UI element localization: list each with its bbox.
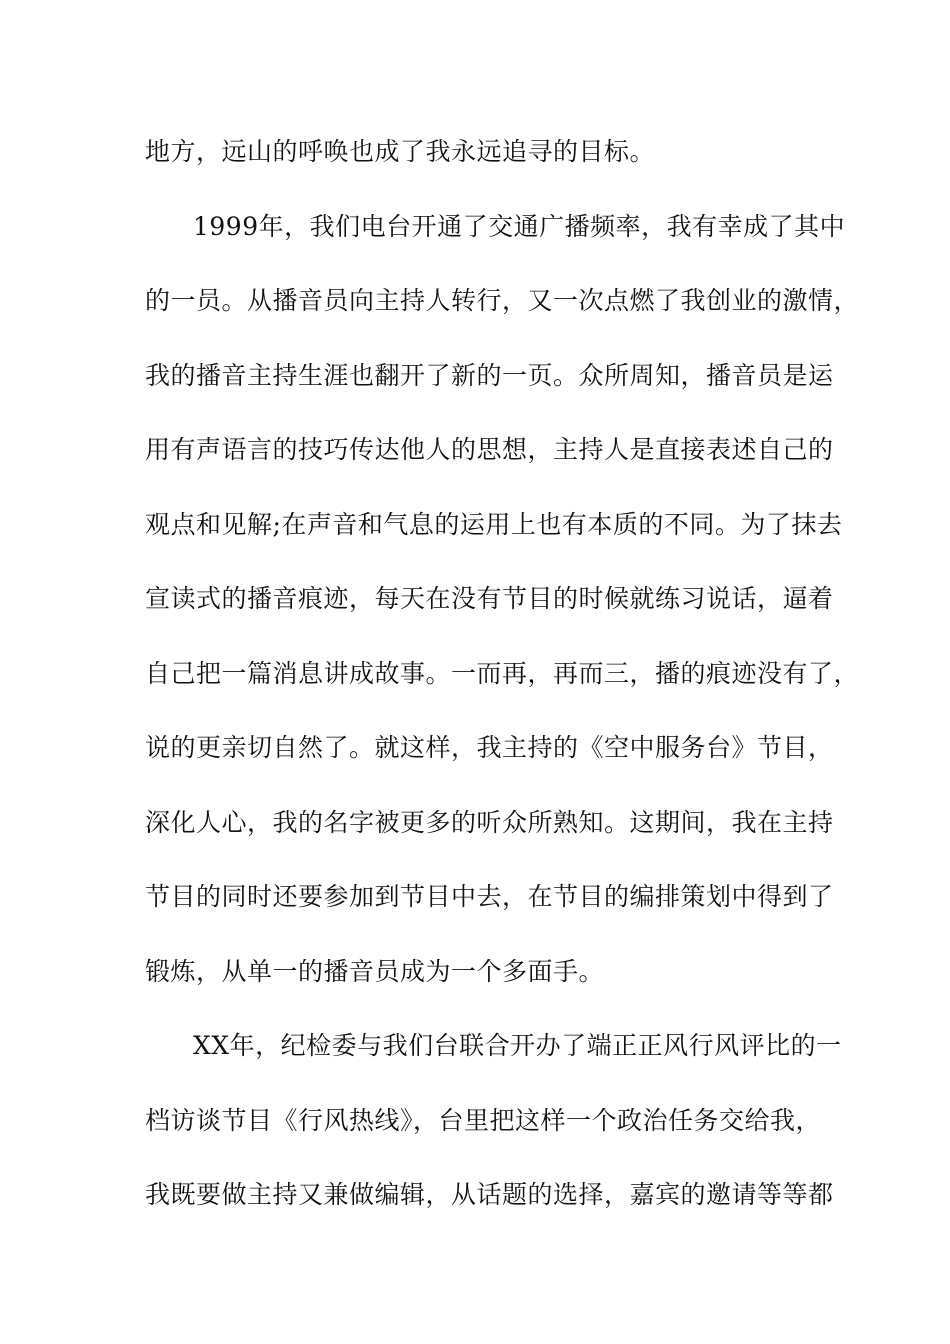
text-line: 自己把一篇消息讲成故事。一而再，再而三，播的痕迹没有了， (145, 658, 860, 688)
text-line: 的一员。从播音员向主持人转行，又一次点燃了我创业的激情， (145, 286, 860, 315)
text-line: 说的更亲切自然了。就这样，我主持的《空中服务台》节目， (145, 733, 834, 762)
text-line: 宣读式的播音痕迹，每天在没有节目的时候就练习说话，逼着 (145, 584, 834, 613)
document-body (145, 127, 860, 1245)
text-line: 观点和见解;在声音和气息的运用上也有本质的不同。为了抹去 (145, 509, 843, 539)
text-line: 深化人心，我的名字被更多的听众所熟知。这期间，我在主持 (145, 807, 834, 837)
text-line: 用有声语言的技巧传达他人的思想，主持人是直接表述自己的 (145, 435, 834, 464)
text-line: 我既要做主持又兼做编辑，从话题的选择，嘉宾的邀请等等都 (145, 1180, 834, 1209)
paragraph-start-line: 1999年，我们电台开通了交通广播频率，我有幸成了其中 (193, 211, 846, 241)
text-line: 节目的同时还要参加到节目中去，在节目的编排策划中得到了 (145, 882, 834, 911)
text-line: 地方，远山的呼唤也成了我永远追寻的目标。 (145, 137, 656, 166)
paragraph-start-line: XX年，纪检委与我们台联合开办了端正正风行风评比的一 (193, 1031, 842, 1060)
text-line: 锻炼，从单一的播音员成为一个多面手。 (145, 956, 605, 986)
text-line: 我的播音主持生涯也翻开了新的一页。众所周知，播音员是运 (145, 360, 834, 390)
text-line: 档访谈节目《行风热线》，台里把这样一个政治任务交给我， (145, 1105, 822, 1135)
